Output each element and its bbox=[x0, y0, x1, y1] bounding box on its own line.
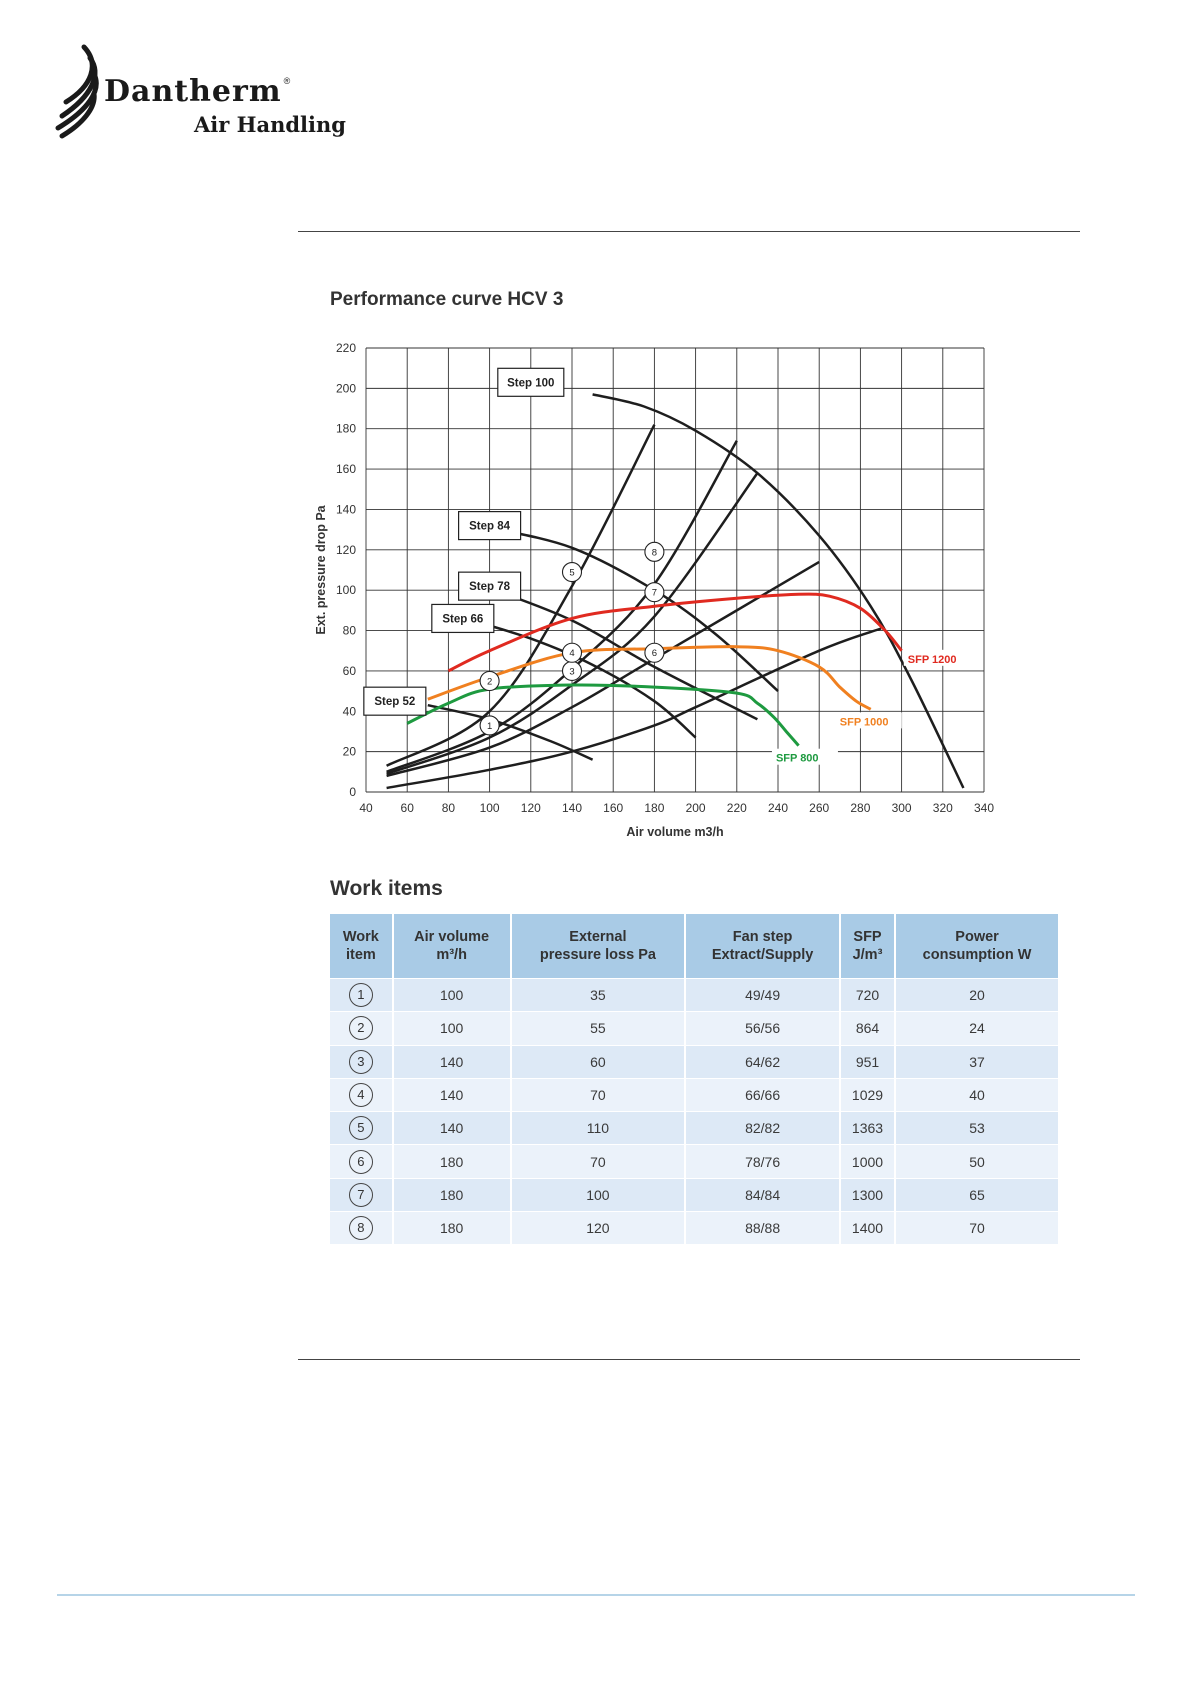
pressure-cell: 70 bbox=[512, 1144, 687, 1177]
table-row bbox=[330, 1111, 1058, 1144]
work-point-label: 8 bbox=[651, 547, 658, 559]
x-tick-label: 320 bbox=[932, 801, 953, 815]
work-item-cell bbox=[330, 1078, 394, 1111]
x-tick-label: 200 bbox=[685, 801, 706, 815]
x-tick-label: 100 bbox=[479, 801, 500, 815]
x-tick-label: 240 bbox=[767, 801, 789, 815]
work-item-cell bbox=[330, 1144, 394, 1177]
y-tick-label: 100 bbox=[335, 583, 356, 598]
power-cell: 70 bbox=[896, 1211, 1058, 1244]
fan-step-cell: 66/66 bbox=[686, 1078, 841, 1111]
sfp-curve-label: SFP 1200 bbox=[907, 653, 957, 666]
work-point-label: 1 bbox=[486, 720, 493, 732]
y-tick-label: 80 bbox=[342, 623, 356, 638]
y-tick-label: 200 bbox=[335, 381, 356, 396]
work-item-number: 5 bbox=[349, 1116, 373, 1140]
sfp-cell: 951 bbox=[841, 1045, 896, 1078]
fan-step-label: Step 78 bbox=[469, 581, 511, 594]
fan-step-label: Step 66 bbox=[442, 613, 484, 626]
y-tick-label: 20 bbox=[342, 744, 356, 759]
power-cell: 53 bbox=[896, 1111, 1058, 1144]
pressure-cell: 35 bbox=[512, 978, 687, 1011]
work-items-title: Work items bbox=[330, 877, 443, 900]
work-item-cell bbox=[330, 1178, 394, 1211]
brand-name: Dantherm ® bbox=[104, 74, 292, 109]
work-point-label: 6 bbox=[651, 648, 658, 660]
sfp-cell: 1300 bbox=[841, 1178, 896, 1211]
brand-subtitle: Air Handling bbox=[194, 112, 346, 137]
fan-step-cell: 82/82 bbox=[686, 1111, 841, 1144]
fan-step-label: Step 84 bbox=[469, 520, 511, 533]
performance-chart bbox=[308, 336, 1078, 856]
x-tick-label: 120 bbox=[520, 801, 541, 815]
work-item-number: 1 bbox=[349, 983, 373, 1007]
fan-curve-line bbox=[490, 588, 758, 719]
y-axis-label: Ext. pressure drop Pa bbox=[314, 505, 328, 635]
air-volume-cell: 140 bbox=[394, 1111, 512, 1144]
work-item-number: 3 bbox=[349, 1050, 373, 1074]
work-point-label: 7 bbox=[651, 587, 658, 599]
table-row bbox=[330, 1078, 1058, 1111]
x-tick-label: 340 bbox=[973, 801, 995, 815]
work-point-label: 2 bbox=[486, 676, 493, 688]
fan-step-label: Step 100 bbox=[507, 377, 555, 390]
power-cell: 24 bbox=[896, 1011, 1058, 1044]
air-volume-cell: 100 bbox=[394, 1011, 512, 1044]
air-volume-cell: 180 bbox=[394, 1144, 512, 1177]
fan-step-cell: 84/84 bbox=[686, 1178, 841, 1211]
x-tick-label: 40 bbox=[359, 801, 373, 815]
y-tick-label: 180 bbox=[335, 421, 356, 436]
header-work-item: Work item bbox=[330, 914, 394, 978]
dantherm-swirl-icon bbox=[54, 44, 104, 140]
table-row bbox=[330, 1178, 1058, 1211]
power-cell: 37 bbox=[896, 1045, 1058, 1078]
sfp-cell: 1000 bbox=[841, 1144, 896, 1177]
work-item-number: 8 bbox=[349, 1216, 373, 1240]
table-row bbox=[330, 978, 1058, 1011]
top-divider bbox=[298, 231, 1080, 232]
table-row bbox=[330, 1211, 1058, 1244]
bottom-divider bbox=[298, 1359, 1080, 1360]
y-tick-label: 140 bbox=[335, 502, 356, 517]
x-tick-label: 220 bbox=[726, 801, 747, 815]
air-volume-cell: 180 bbox=[394, 1211, 512, 1244]
table-header-row bbox=[330, 914, 1058, 978]
air-volume-cell: 140 bbox=[394, 1078, 512, 1111]
work-item-cell bbox=[330, 978, 394, 1011]
sfp-cell: 1029 bbox=[841, 1078, 896, 1111]
x-axis-label: Air volume m3/h bbox=[626, 825, 724, 839]
sfp-cell: 1363 bbox=[841, 1111, 896, 1144]
y-tick-label: 0 bbox=[349, 785, 356, 799]
sfp-cell: 720 bbox=[841, 978, 896, 1011]
header-air-volume: Air volume m³/h bbox=[394, 914, 512, 978]
x-tick-label: 160 bbox=[603, 801, 624, 815]
work-item-number: 6 bbox=[349, 1150, 373, 1174]
work-item-cell bbox=[330, 1011, 394, 1044]
fan-step-cell: 56/56 bbox=[686, 1011, 841, 1044]
power-cell: 50 bbox=[896, 1144, 1058, 1177]
work-item-cell bbox=[330, 1111, 394, 1144]
work-items-table bbox=[330, 914, 1058, 1244]
x-tick-label: 80 bbox=[441, 801, 456, 815]
x-tick-label: 140 bbox=[561, 801, 583, 815]
company-logo bbox=[54, 44, 354, 144]
work-item-cell bbox=[330, 1211, 394, 1244]
fan-step-cell: 64/62 bbox=[686, 1045, 841, 1078]
work-point-label: 4 bbox=[569, 648, 575, 660]
header-sfp: SFP J/m³ bbox=[841, 914, 896, 978]
performance-title: Performance curve HCV 3 bbox=[330, 289, 564, 310]
x-tick-label: 260 bbox=[809, 801, 830, 815]
pressure-cell: 60 bbox=[512, 1045, 687, 1078]
footer-line bbox=[57, 1594, 1135, 1596]
table-row bbox=[330, 1144, 1058, 1177]
x-tick-label: 180 bbox=[644, 801, 665, 815]
header-fan-step: Fan step Extract/Supply bbox=[686, 914, 841, 978]
pressure-cell: 70 bbox=[512, 1078, 687, 1111]
y-tick-label: 40 bbox=[342, 704, 356, 719]
header-power: Power consumption W bbox=[896, 914, 1058, 978]
fan-step-cell: 78/76 bbox=[686, 1144, 841, 1177]
fan-step-cell: 49/49 bbox=[686, 978, 841, 1011]
x-tick-label: 60 bbox=[400, 801, 414, 815]
air-volume-cell: 140 bbox=[394, 1045, 512, 1078]
air-volume-cell: 100 bbox=[394, 978, 512, 1011]
table-row bbox=[330, 1045, 1058, 1078]
pressure-cell: 100 bbox=[512, 1178, 687, 1211]
work-item-number: 7 bbox=[349, 1183, 373, 1207]
work-point-label: 5 bbox=[569, 567, 575, 579]
sfp-cell: 864 bbox=[841, 1011, 896, 1044]
pressure-cell: 120 bbox=[512, 1211, 687, 1244]
power-cell: 20 bbox=[896, 978, 1058, 1011]
x-tick-label: 280 bbox=[850, 801, 871, 815]
pressure-cell: 110 bbox=[512, 1111, 687, 1144]
fan-step-label: Step 52 bbox=[374, 696, 416, 709]
work-item-cell bbox=[330, 1045, 394, 1078]
pressure-cell: 55 bbox=[512, 1011, 687, 1044]
header-external-pressure: External pressure loss Pa bbox=[512, 914, 687, 978]
y-tick-label: 60 bbox=[342, 663, 356, 678]
work-item-number: 4 bbox=[349, 1083, 373, 1107]
y-tick-label: 160 bbox=[335, 462, 356, 477]
sfp-curve-label: SFP 1000 bbox=[839, 716, 889, 729]
sfp-cell: 1400 bbox=[841, 1211, 896, 1244]
work-item-number: 2 bbox=[349, 1016, 373, 1040]
sfp-curve-line bbox=[407, 685, 798, 746]
air-volume-cell: 180 bbox=[394, 1178, 512, 1211]
sfp-curve-label: SFP 800 bbox=[775, 752, 819, 765]
power-cell: 65 bbox=[896, 1178, 1058, 1211]
x-tick-label: 300 bbox=[891, 801, 912, 815]
fan-step-cell: 88/88 bbox=[686, 1211, 841, 1244]
y-tick-label: 220 bbox=[335, 341, 356, 355]
power-cell: 40 bbox=[896, 1078, 1058, 1111]
y-tick-label: 120 bbox=[335, 542, 356, 557]
work-point-label: 3 bbox=[569, 666, 575, 678]
table-row bbox=[330, 1011, 1058, 1044]
